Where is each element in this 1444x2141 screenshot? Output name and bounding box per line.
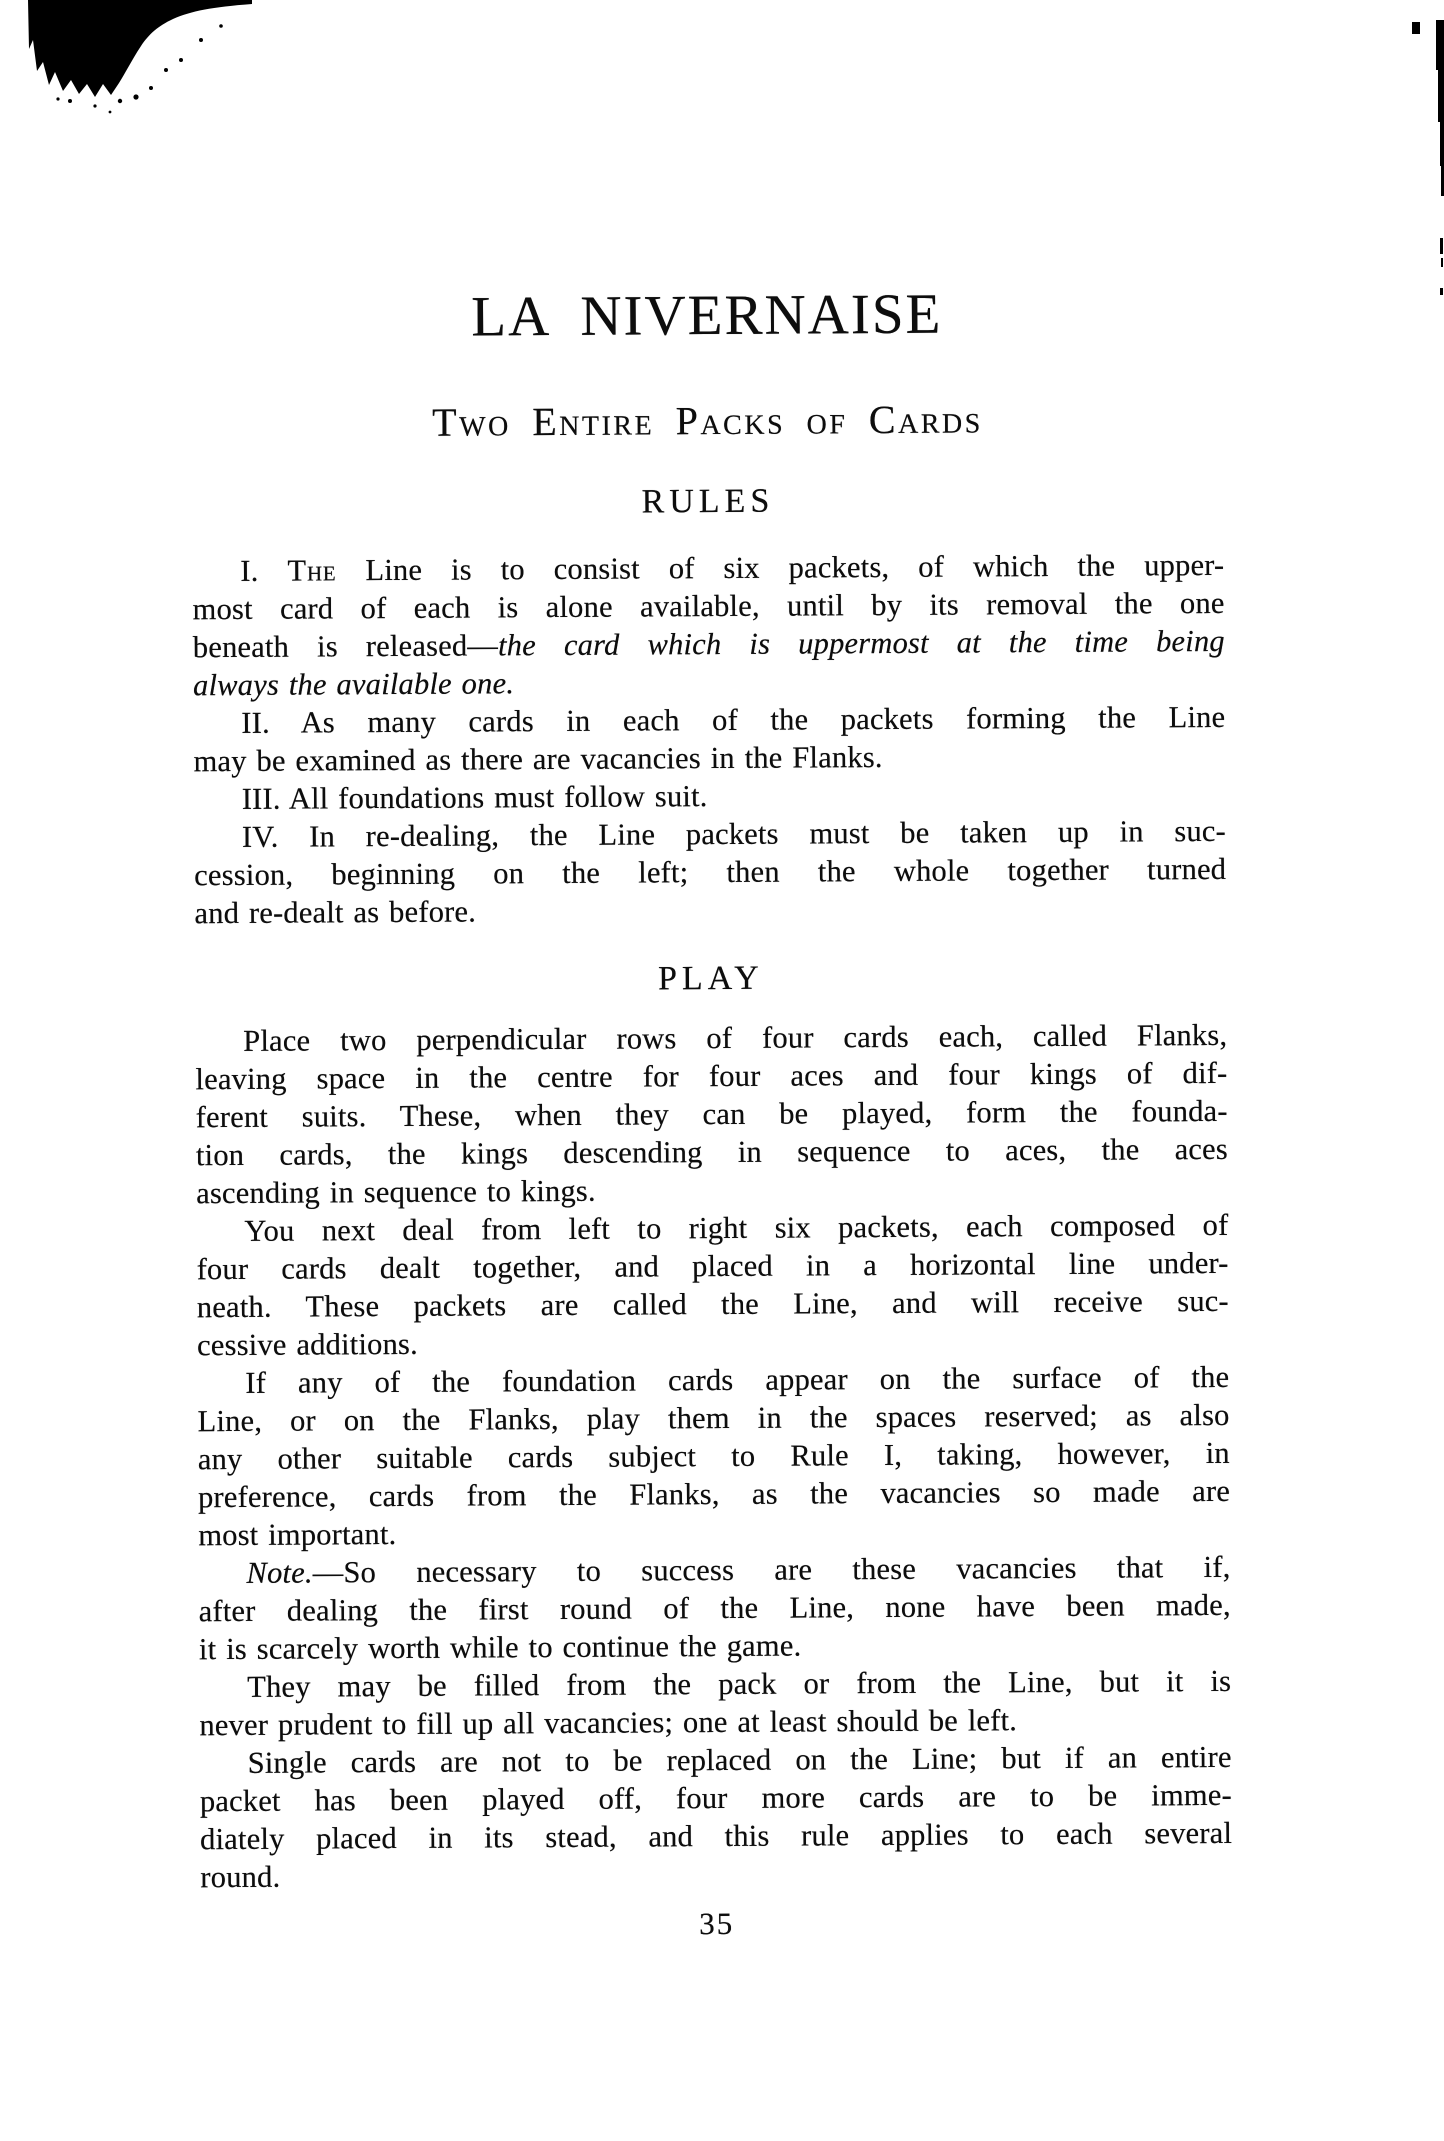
rules-heading: RULES	[641, 482, 775, 521]
text-segment: four cards dealt together, and placed in a horizontal line under-	[196, 1245, 1229, 1287]
text-line	[197, 1320, 1229, 1364]
text-segment: neath. These packets are called the Line, and will receive suc-	[196, 1283, 1229, 1325]
paragraph	[192, 546, 1225, 704]
paragraph	[194, 812, 1227, 932]
text-segment: I.	[240, 553, 288, 588]
text-segment: leaving space in the centre for four aces and four kings of dif-	[195, 1055, 1228, 1097]
text-segment: II. As many cards in each of the packets forming the Line	[241, 699, 1226, 740]
subtitle: Two Entire Packs of Cards	[432, 396, 983, 445]
text-segment: any other suitable cards subject to Rule I, taking, however, in	[197, 1435, 1230, 1477]
text-line	[195, 1016, 1227, 1060]
text-line	[196, 1206, 1228, 1250]
paragraph	[195, 1016, 1228, 1212]
edge-mark	[1440, 120, 1444, 166]
page-number: 35	[699, 1905, 735, 1942]
text-segment: The	[287, 553, 337, 588]
text-line	[198, 1434, 1230, 1478]
text-segment: round.	[200, 1859, 281, 1895]
text-segment: IV. In re-dealing, the Line packets must be taken up in suc-	[241, 813, 1227, 854]
text-line	[200, 1738, 1232, 1782]
text-line	[197, 1396, 1229, 1440]
text-segment: Place two perpendicular rows of four cards each, called Flanks,	[243, 1017, 1228, 1058]
text-segment: Single cards are not to be replaced on the Line; but if an entire	[247, 1739, 1232, 1780]
text-segment: —So necessary to success are these vacancies that if,	[312, 1549, 1231, 1590]
text-line	[196, 1168, 1228, 1212]
text-segment: They may be filled from the pack or from the Line, but it is	[247, 1663, 1232, 1704]
text-segment: never prudent to fill up all vacancies; one at least should be left.	[199, 1703, 1018, 1743]
paragraph	[196, 1206, 1229, 1364]
text-line	[198, 1510, 1230, 1554]
text-line	[198, 1472, 1230, 1516]
edge-mark	[1438, 68, 1444, 122]
text-line	[194, 888, 1226, 932]
text-line	[192, 546, 1224, 590]
text-line	[200, 1776, 1232, 1820]
text-line	[194, 850, 1226, 894]
edge-mark	[1440, 238, 1443, 254]
text-segment: Note.	[246, 1555, 313, 1590]
text-segment: ferent suits. These, when they can be played, form the founda-	[195, 1093, 1228, 1135]
text-line	[200, 1852, 1232, 1896]
paragraph	[194, 774, 1226, 818]
text-line	[196, 1130, 1228, 1174]
text-line	[199, 1624, 1231, 1668]
text-line	[194, 774, 1226, 818]
text-segment: it is scarcely worth while to continue the game.	[198, 1628, 802, 1667]
text-segment: beneath is released—	[192, 628, 499, 665]
paragraph	[200, 1738, 1233, 1896]
text-line	[193, 698, 1225, 742]
play-heading: PLAY	[657, 959, 764, 998]
text-segment: after dealing the first round of the Line, none have been made,	[198, 1587, 1231, 1629]
text-line	[195, 1054, 1227, 1098]
text-segment: cessive additions.	[196, 1326, 418, 1363]
edge-mark	[1441, 258, 1443, 267]
text-segment: If any of the foundation cards appear on the surface of the	[245, 1359, 1230, 1400]
paragraph	[193, 698, 1225, 780]
text-line	[199, 1700, 1231, 1744]
text-segment: diately placed in its stead, and this rule applies to each several	[200, 1815, 1233, 1857]
text-segment: Line, or on the Flanks, play them in the spaces reserved; as also	[197, 1397, 1230, 1439]
text-segment: tion cards, the kings descending in sequence to aces, the aces	[195, 1131, 1229, 1173]
text-segment: packet has been played off, four more cards are to be imme-	[199, 1777, 1232, 1819]
text-segment: cession, beginning on the left; then the whole together turned	[194, 851, 1227, 893]
text-line	[197, 1282, 1229, 1326]
text-segment: most card of each is alone available, until by its removal the one	[192, 585, 1225, 627]
rules-text	[192, 546, 1226, 932]
text-line	[194, 812, 1226, 856]
text-line	[199, 1662, 1231, 1706]
text-line	[199, 1586, 1231, 1630]
text-segment: You next deal from left to right six packets, each composed of	[244, 1207, 1229, 1248]
edge-mark	[1440, 288, 1443, 295]
text-line	[197, 1244, 1229, 1288]
play-text	[195, 1016, 1232, 1896]
paragraph	[199, 1662, 1231, 1744]
text-segment: may be examined as there are vacancies in the Flanks.	[193, 740, 883, 779]
text-segment: the card which is uppermost at the time being	[497, 623, 1225, 663]
page-title: LA NIVERNAISE	[471, 282, 943, 349]
text-line	[200, 1814, 1232, 1858]
paragraph	[198, 1548, 1231, 1668]
text-segment: ascending in sequence to kings.	[196, 1173, 596, 1211]
text-segment: always the available one.	[192, 666, 515, 703]
text-line	[193, 736, 1225, 780]
text-segment: and re-dealt as before.	[194, 894, 477, 931]
text-line	[196, 1092, 1228, 1136]
text-line	[198, 1548, 1230, 1592]
text-line	[193, 660, 1225, 704]
text-segment: Line is to consist of six packets, of which the upper-	[336, 547, 1225, 588]
paragraph	[197, 1358, 1230, 1554]
text-line	[197, 1358, 1229, 1402]
text-line	[193, 622, 1225, 666]
text-segment: III. All foundations must follow suit.	[241, 779, 708, 816]
text-line	[192, 584, 1224, 628]
text-segment: most important.	[198, 1516, 397, 1553]
text-segment: preference, cards from the Flanks, as the vacancies so made are	[197, 1473, 1231, 1515]
